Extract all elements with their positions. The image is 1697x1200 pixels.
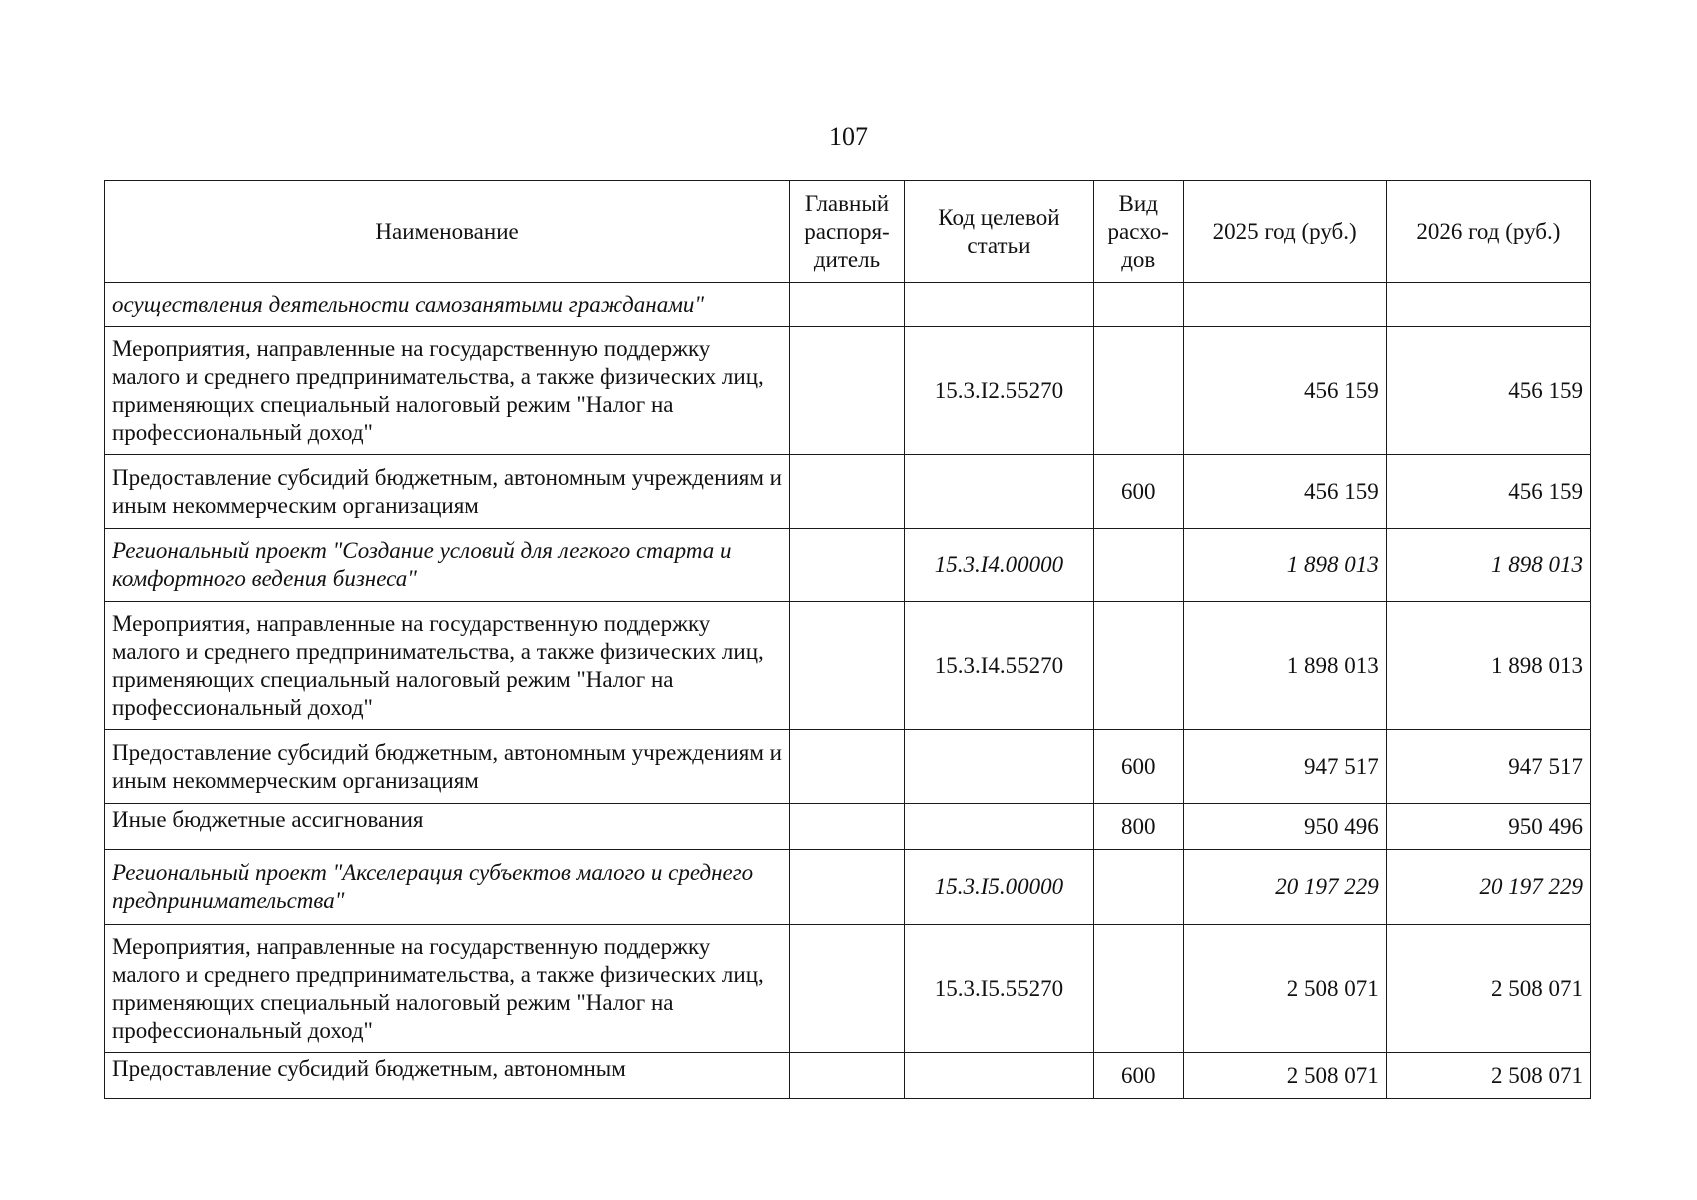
- row-name: осуществления деятельности самозанятыми гражданами": [105, 283, 790, 327]
- header-name: Наименование: [105, 181, 790, 283]
- row-2026: [1386, 283, 1590, 327]
- row-manager: [790, 529, 905, 602]
- table-row: [105, 455, 1591, 529]
- row-kind: 800: [1093, 804, 1183, 850]
- row-code: [904, 804, 1093, 850]
- row-2025: 2 508 071: [1183, 1053, 1386, 1099]
- row-code: [904, 283, 1093, 327]
- row-2026: 2 508 071: [1386, 1053, 1590, 1099]
- row-name: Предоставление субсидий бюджетным, автономным учреждениям и иным некоммерческим организациям: [105, 730, 790, 804]
- header-2025: 2025 год (руб.): [1183, 181, 1386, 283]
- table-row: [105, 1053, 1591, 1099]
- row-manager: [790, 455, 905, 529]
- table-row: [105, 730, 1591, 804]
- row-kind: [1093, 602, 1183, 730]
- budget-table: [104, 180, 1591, 1099]
- row-2025: 947 517: [1183, 730, 1386, 804]
- row-name: Мероприятия, направленные на государственную поддержку малого и среднего предпринимательства, а также физических лиц, применяющих специальный налоговый режим "Налог на профессиональный доход": [105, 925, 790, 1053]
- table-row: [105, 925, 1591, 1053]
- row-name: Мероприятия, направленные на государственную поддержку малого и среднего предпринимательства, а также физических лиц, применяющих специальный налоговый режим "Налог на профессиональный доход": [105, 602, 790, 730]
- header-kind: Вид расхо-дов: [1093, 181, 1183, 283]
- row-name: Региональный проект "Создание условий для легкого старта и комфортного ведения бизнеса": [105, 529, 790, 602]
- row-2026: 2 508 071: [1386, 925, 1590, 1053]
- row-code: 15.3.I5.55270: [904, 925, 1093, 1053]
- row-code: 15.3.I2.55270: [904, 327, 1093, 455]
- page-number: 107: [829, 122, 868, 151]
- table-row: [105, 327, 1591, 455]
- row-kind: 600: [1093, 455, 1183, 529]
- table-row: [105, 283, 1591, 327]
- table-row: [105, 850, 1591, 925]
- row-2026: 1 898 013: [1386, 529, 1590, 602]
- row-name: Иные бюджетные ассигнования: [105, 804, 790, 850]
- row-name: Мероприятия, направленные на государственную поддержку малого и среднего предпринимательства, а также физических лиц, применяющих специальный налоговый режим "Налог на профессиональный доход": [105, 327, 790, 455]
- table-row: [105, 602, 1591, 730]
- table-row: [105, 804, 1591, 850]
- row-2025: 950 496: [1183, 804, 1386, 850]
- row-2026: 1 898 013: [1386, 602, 1590, 730]
- row-2025: [1183, 283, 1386, 327]
- row-code: 15.3.I4.55270: [904, 602, 1093, 730]
- row-manager: [790, 327, 905, 455]
- row-kind: [1093, 850, 1183, 925]
- row-2026: 950 496: [1386, 804, 1590, 850]
- row-2025: 20 197 229: [1183, 850, 1386, 925]
- row-name: Региональный проект "Акселерация субъектов малого и среднего предпринимательства": [105, 850, 790, 925]
- row-kind: [1093, 327, 1183, 455]
- header-2026: 2026 год (руб.): [1386, 181, 1590, 283]
- row-manager: [790, 730, 905, 804]
- row-2025: 456 159: [1183, 327, 1386, 455]
- row-kind: [1093, 283, 1183, 327]
- row-2025: 456 159: [1183, 455, 1386, 529]
- row-code: [904, 1053, 1093, 1099]
- row-2025: 1 898 013: [1183, 529, 1386, 602]
- row-2026: 456 159: [1386, 327, 1590, 455]
- row-2025: 1 898 013: [1183, 602, 1386, 730]
- row-manager: [790, 602, 905, 730]
- row-code: 15.3.I5.00000: [904, 850, 1093, 925]
- row-kind: [1093, 529, 1183, 602]
- row-2026: 20 197 229: [1386, 850, 1590, 925]
- row-name: Предоставление субсидий бюджетным, автономным: [105, 1053, 790, 1099]
- row-code: 15.3.I4.00000: [904, 529, 1093, 602]
- table-header-row: [105, 181, 1591, 283]
- row-name: Предоставление субсидий бюджетным, автономным учреждениям и иным некоммерческим организациям: [105, 455, 790, 529]
- header-manager: Главный распоря-дитель: [790, 181, 905, 283]
- row-2025: 2 508 071: [1183, 925, 1386, 1053]
- row-2026: 456 159: [1386, 455, 1590, 529]
- row-manager: [790, 283, 905, 327]
- row-2026: 947 517: [1386, 730, 1590, 804]
- row-kind: 600: [1093, 1053, 1183, 1099]
- row-kind: [1093, 925, 1183, 1053]
- row-manager: [790, 1053, 905, 1099]
- table-row: [105, 529, 1591, 602]
- row-code: [904, 730, 1093, 804]
- row-manager: [790, 925, 905, 1053]
- row-code: [904, 455, 1093, 529]
- row-manager: [790, 850, 905, 925]
- row-manager: [790, 804, 905, 850]
- header-code: Код целевой статьи: [904, 181, 1093, 283]
- row-kind: 600: [1093, 730, 1183, 804]
